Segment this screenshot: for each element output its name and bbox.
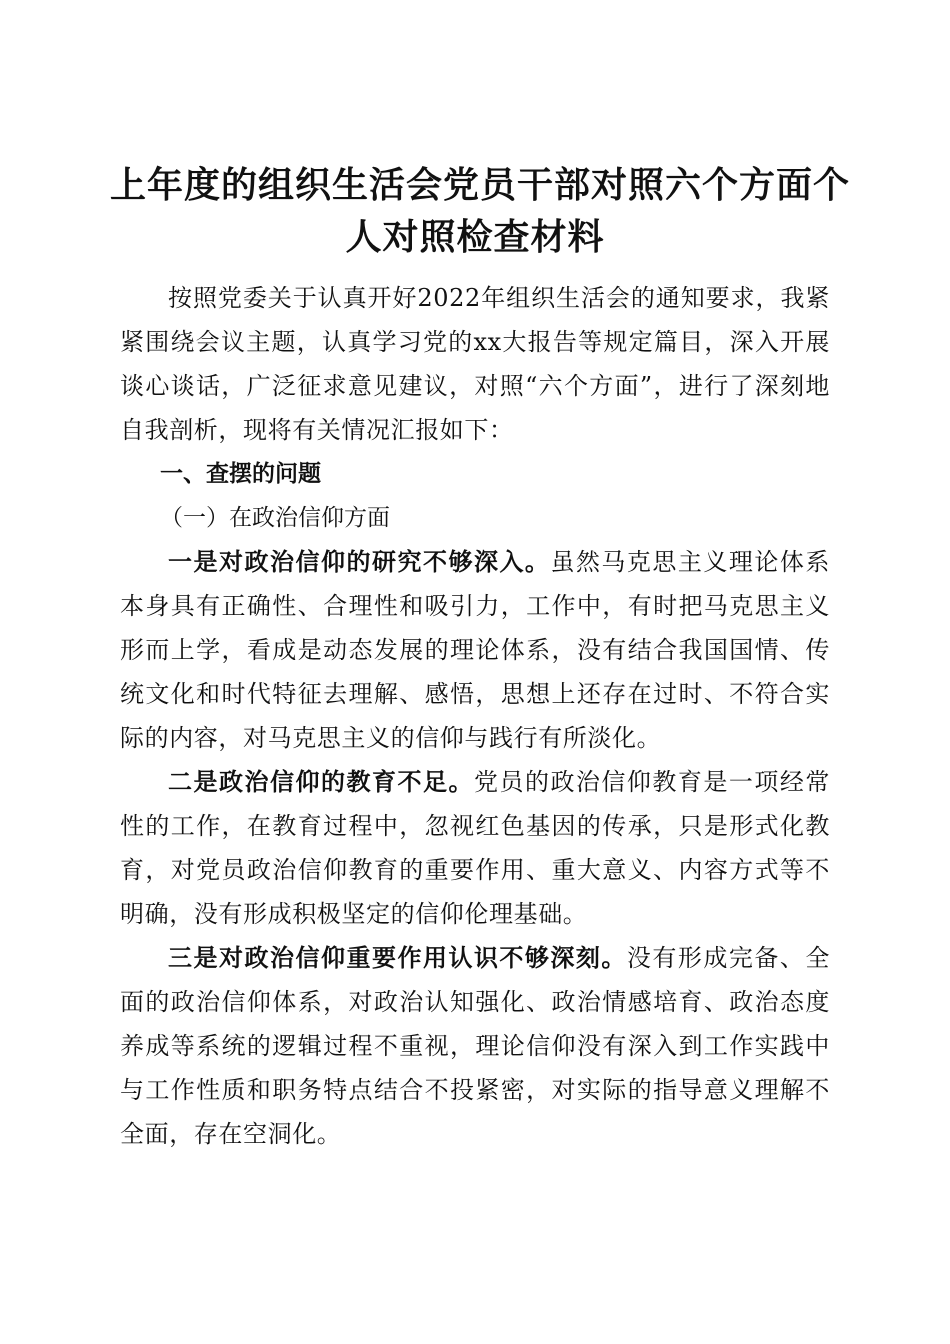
problem-lead-2: 二是政治信仰的教育不足。 — [168, 767, 474, 796]
document-body — [120, 276, 830, 1156]
document-title-line-2: 人对照检查材料 — [345, 217, 605, 259]
problem-text-2: 党员的政治信仰教育是一项经常性的工作，在教育过程中，忽视红色基因的传承，只是形式化教育，对党员政治信仰教育的重要作用、重大意义、内容方式等不明确，没有形成积极坚定的信仰伦理基础。 — [120, 768, 830, 928]
problem-lead-1: 一是对政治信仰的研究不够深入。 — [168, 547, 551, 576]
problem-text-3: 没有形成完备、全面的政治信仰体系，对政治认知强化、政治情感培育、政治态度养成等系统的逻辑过程不重视，理论信仰没有深入到工作实践中与工作性质和职务特点结合不投紧密，对实际的指导意义理解不全面，存在空洞化。 — [120, 944, 830, 1148]
problem-lead-3: 三是对政治信仰重要作用认识不够深刻。 — [168, 943, 627, 972]
section-heading-problems: 一、查摆的问题 — [160, 461, 321, 487]
problem-paragraph-3 — [120, 936, 830, 1156]
problem-paragraph-2 — [120, 760, 830, 936]
intro-paragraph: 按照党委关于认真开好2022年组织生活会的通知要求，我紧紧围绕会议主题，认真学习党的xx大报告等规定篇目，深入开展谈心谈话，广泛征求意见建议，对照“六个方面”，进行了深刻地自我剖析，现将有关情况汇报如下： — [120, 284, 830, 444]
document-title-line-1: 上年度的组织生活会党员干部对照六个方面个 — [110, 165, 851, 207]
document-title — [110, 160, 851, 264]
problem-text-1: 虽然马克思主义理论体系本身具有正确性、合理性和吸引力，工作中，有时把马克思主义形而上学，看成是动态发展的理论体系，没有结合我国国情、传统文化和时代特征去理解、感悟，思想上还存在过时、不符合实际的内容，对马克思主义的信仰与践行有所淡化。 — [120, 548, 830, 752]
problem-paragraph-1 — [120, 540, 830, 760]
subsection-heading-political-belief: （一）在政治信仰方面 — [160, 505, 390, 531]
